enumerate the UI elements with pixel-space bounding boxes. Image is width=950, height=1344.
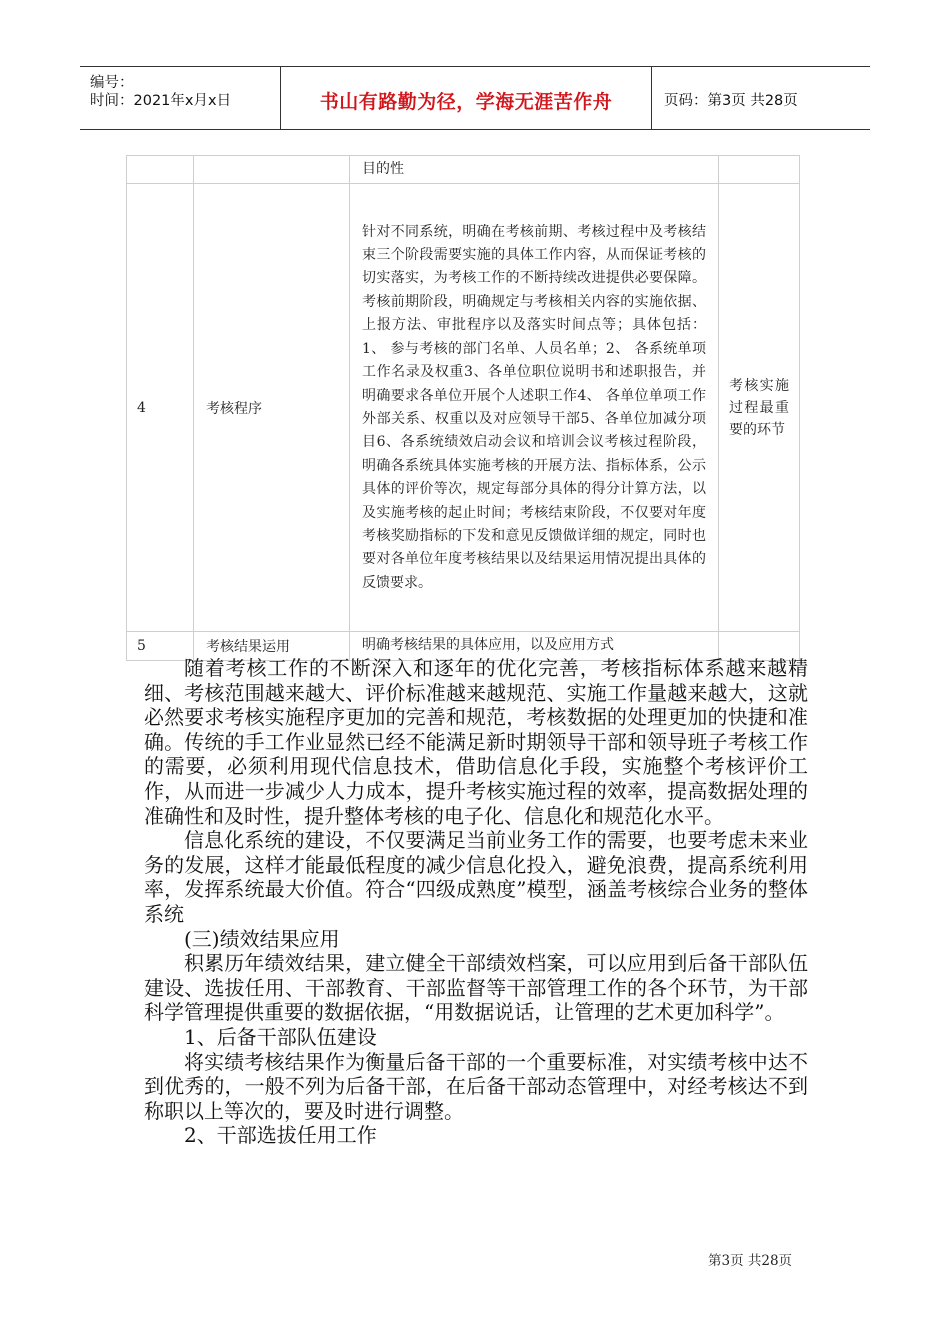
document-number-label: 编号：	[90, 75, 134, 91]
assessment-table	[126, 155, 800, 661]
body-text	[144, 656, 808, 1148]
row-number	[127, 156, 194, 184]
row-item-name: 考核结果运用	[194, 632, 350, 660]
paragraph: 随着考核工作的不断深入和逐年的优化完善，考核指标体系越来越精细、考核范围越来越大、评价标准越来越规范、实施工作量越来越大，这就必然要求考核实施程序更加的完善和规范，考核数据的处理更加的快捷和准确。传统的手工作业显然已经不能满足新时期领导干部和领导班子考核工作的需要，必须利用现代信息技术，借助信息化手段，实施整个考核评价工作，从而进一步减少人力成本，提升考核实施过程的效率，提高数据处理的准确性和及时性，提升整体考核的电子化、信息化和规范化水平。	[144, 656, 808, 828]
row-number: 5	[127, 632, 194, 660]
row-description: 目的性	[350, 156, 719, 184]
header-motto: 书山有路勤为径，学海无涯苦作舟	[319, 91, 613, 113]
row-item-name: 考核程序	[194, 184, 350, 632]
section-heading: (三)绩效结果应用	[184, 926, 340, 951]
subsection-heading: 2、干部选拔任用工作	[184, 1123, 377, 1148]
document-date-label: 时间：2021年x月x日	[90, 93, 232, 109]
subsection-heading: 1、后备干部队伍建设	[184, 1024, 377, 1049]
header-motto-cell	[281, 67, 652, 129]
paragraph: 信息化系统的建设，不仅要满足当前业务工作的需要，也要考虑未来业务的发展，这样才能最低程度的减少信息化投入，避免浪费，提高系统利用率，发挥系统最大价值。符合“四级成熟度”模型，涵盖考核综合业务的整体系统	[144, 828, 808, 926]
table-row	[127, 184, 800, 632]
page-footer: 第3页 共28页	[708, 1253, 793, 1269]
header-meta-cell	[80, 67, 281, 129]
paragraph: 积累历年绩效结果，建立健全干部绩效档案，可以应用到后备干部队伍建设、选拔任用、干部教育、干部监督等干部管理工作的各个环节，为干部科学管理提供重要的数据依据，“用数据说话，让管理的艺术更加科学”。	[144, 951, 808, 1025]
table-row	[127, 156, 800, 184]
paragraph: 将实绩考核结果作为衡量后备干部的一个重要标准，对实绩考核中达不到优秀的，一般不列为后备干部，在后备干部动态管理中，对经考核达不到称职以上等次的，要及时进行调整。	[144, 1049, 808, 1123]
row-number: 4	[127, 184, 194, 632]
row-remark: 考核实施过程最重要的环节	[719, 184, 800, 632]
document-header	[80, 66, 870, 130]
header-page-cell	[652, 67, 870, 129]
header-page-info: 页码：第3页 共28页	[664, 93, 798, 109]
row-description: 针对不同系统，明确在考核前期、考核过程中及考核结束三个阶段需要实施的具体工作内容，从而保证考核的切实落实，为考核工作的不断持续改进提供必要保障。考核前期阶段，明确规定与考核相关内容的实施依据、上报方法、审批程序以及落实时间点等；具体包括：1、 参与考核的部门名单、人员名单；2、 各系统单项工作名录及权重3、各单位职位说明书和述职报告，并明确要求各单位开展个人述职工作4、 各单位单项工作外部关系、权重以及对应领导干部5、各单位加减分项目6、各系统绩效启动会议和培训会议考核过程阶段，明确各系统具体实施考核的开展方法、指标体系，公示具体的评价等次，规定每部分具体的得分计算方法，以及实施考核的起止时间；考核结束阶段，不仅要对年度考核奖励指标的下发和意见反馈做详细的规定，同时也要对各单位年度考核结果以及结果运用情况提出具体的反馈要求。	[350, 184, 719, 632]
row-description: 明确考核结果的具体应用，以及应用方式	[350, 632, 719, 660]
row-remark	[719, 156, 800, 184]
row-item-name	[194, 156, 350, 184]
